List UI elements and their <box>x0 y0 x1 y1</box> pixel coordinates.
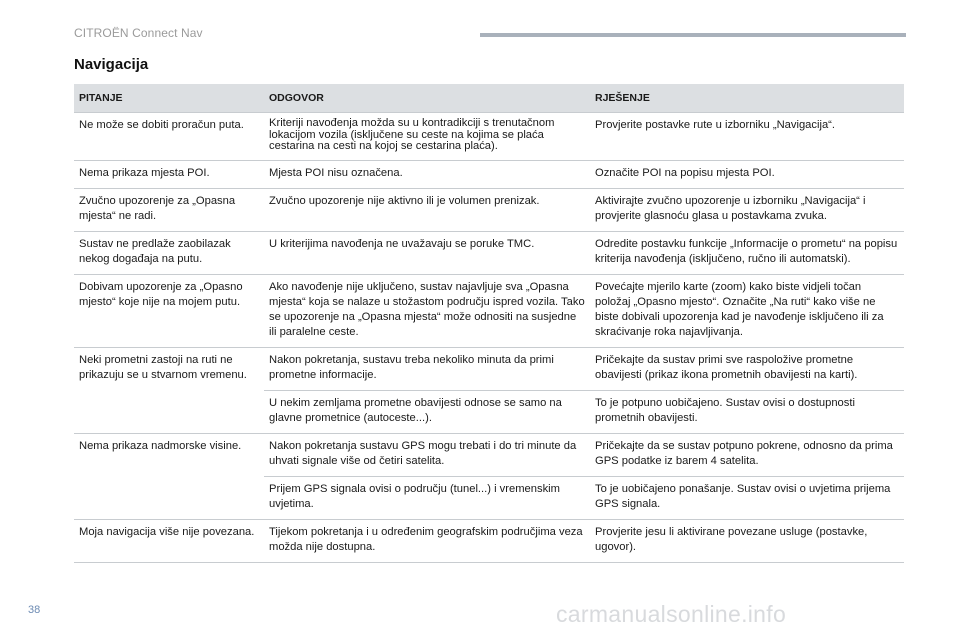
solution-cell: To je uobičajeno ponašanje. Sustav ovisi o uvjetima prijema GPS signala. <box>590 476 904 519</box>
question-cell: Moja navigacija više nije povezana. <box>74 519 264 562</box>
answer-cell: Ako navođenje nije uključeno, sustav najavljuje sva „Opasna mjesta“ koja se nalaze u stožastom području ispred vozila. Tako se upozorenje na „Opasna mjesta“ može odnositi na susjedne ili paralelne ceste. <box>264 274 590 347</box>
solution-cell: Pričekajte da se sustav potpuno pokrene, odnosno da prima GPS podatke iz barem 4 satelita. <box>590 433 904 476</box>
table-row <box>74 160 904 188</box>
header-divider <box>480 33 906 37</box>
table-row <box>74 433 904 476</box>
table-row <box>74 188 904 231</box>
solution-cell: Odredite postavku funkcije „Informacije o prometu“ na popisu kriterija navođenja (isključeno, ručno ili automatski). <box>590 231 904 274</box>
table-header-row <box>74 84 904 113</box>
table-row <box>74 519 904 562</box>
solution-cell: Povećajte mjerilo karte (zoom) kako biste vidjeli točan položaj „Opasno mjesto“. Označite „Na ruti“ kako više ne biste dobivali upozorenja kad je navođenje isključeno ili za skraćivanje roka najavljivanja. <box>590 274 904 347</box>
column-header-question: PITANJE <box>74 84 264 113</box>
solution-cell: Aktivirajte zvučno upozorenje u izborniku „Navigacija“ i provjerite glasnoću glasa u postavkama zvuka. <box>590 188 904 231</box>
answer-cell: Zvučno upozorenje nije aktivno ili je volumen prenizak. <box>264 188 590 231</box>
faq-table <box>74 84 904 563</box>
answer-cell: Mjesta POI nisu označena. <box>264 160 590 188</box>
column-header-solution: RJEŠENJE <box>590 84 904 113</box>
table-row <box>74 113 904 161</box>
answer-cell: Nakon pokretanja, sustavu treba nekoliko minuta da primi prometne informacije. <box>264 347 590 390</box>
table-row <box>74 231 904 274</box>
solution-cell: Označite POI na popisu mjesta POI. <box>590 160 904 188</box>
answer-cell: U kriterijima navođenja ne uvažavaju se poruke TMC. <box>264 231 590 274</box>
question-cell: Ne može se dobiti proračun puta. <box>74 113 264 161</box>
question-cell: Zvučno upozorenje za „Opasna mjesta“ ne radi. <box>74 188 264 231</box>
solution-cell: To je potpuno uobičajeno. Sustav ovisi o dostupnosti prometnih obavijesti. <box>590 390 904 433</box>
watermark: carmanualsonline.info <box>556 601 787 627</box>
solution-cell: Provjerite postavke rute u izborniku „Navigacija“. <box>590 113 904 161</box>
section-title: Navigacija <box>74 56 149 73</box>
table-row <box>74 274 904 347</box>
answer-cell: Kriteriji navođenja možda su u kontradikciji s trenutačnom lokacijom vozila (isključene su ceste na kojima se plaća cestarina na cesti na kojoj se cestarina plaća). <box>264 113 590 161</box>
page-number: 38 <box>28 604 41 616</box>
question-cell: Neki prometni zastoji na ruti ne prikazuju se u stvarnom vremenu. <box>74 347 264 433</box>
solution-cell: Pričekajte da sustav primi sve raspoložive prometne obavijesti (prikaz ikona prometnih obavijesti na karti). <box>590 347 904 390</box>
question-cell: Nema prikaza nadmorske visine. <box>74 433 264 519</box>
answer-cell: Nakon pokretanja sustavu GPS mogu trebati i do tri minute da uhvati signale više od četiri satelita. <box>264 433 590 476</box>
answer-cell: Tijekom pokretanja i u određenim geografskim područjima veza možda nije dostupna. <box>264 519 590 562</box>
table-row <box>74 347 904 390</box>
question-cell: Dobivam upozorenje za „Opasno mjesto“ koje nije na mojem putu. <box>74 274 264 347</box>
document-brand: CITROËN Connect Nav <box>74 26 203 40</box>
question-cell: Nema prikaza mjesta POI. <box>74 160 264 188</box>
answer-cell: U nekim zemljama prometne obavijesti odnose se samo na glavne prometnice (autoceste...). <box>264 390 590 433</box>
column-header-answer: ODGOVOR <box>264 84 590 113</box>
solution-cell: Provjerite jesu li aktivirane povezane usluge (postavke, ugovor). <box>590 519 904 562</box>
answer-cell: Prijem GPS signala ovisi o području (tunel...) i vremenskim uvjetima. <box>264 476 590 519</box>
question-cell: Sustav ne predlaže zaobilazak nekog događaja na putu. <box>74 231 264 274</box>
